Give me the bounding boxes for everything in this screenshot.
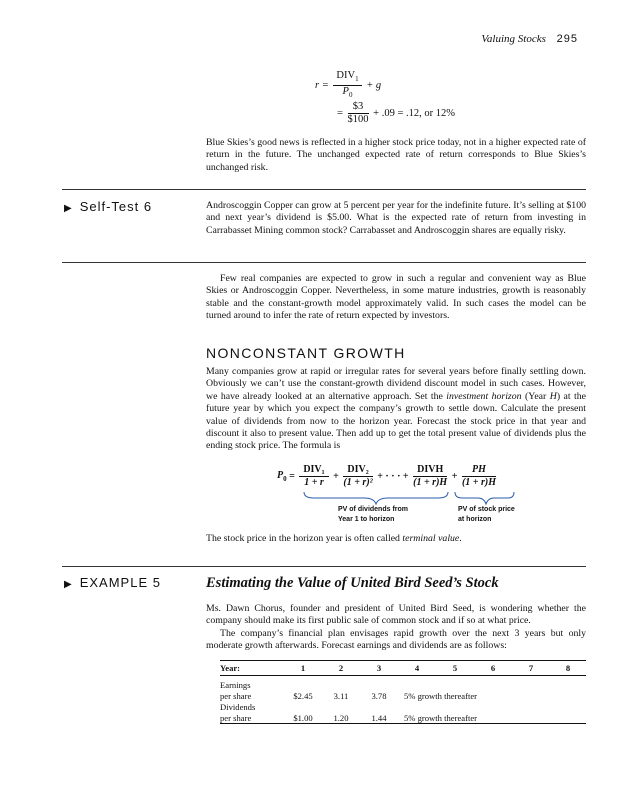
- paragraph-nonconstant: [206, 366, 586, 453]
- triangle-marker-icon: ▶: [64, 203, 73, 214]
- eq-sign: =: [337, 107, 343, 119]
- nc-text-3: ) at the future year by which you expect the company’s growth to settle down. Calculate the present value of dividends from now to the horizon year. Forecast the stock price in that year and discount it also to present value. Then add up to get the total present value of dividends plus the ending stock price. The formula is: [206, 390, 586, 452]
- f2-dots: + · · · +: [377, 471, 409, 482]
- col-header: 8: [550, 661, 586, 676]
- f2-term-1: [299, 464, 328, 489]
- section-title: Valuing Stocks: [481, 33, 546, 45]
- col-header: 6: [474, 661, 512, 676]
- label-pv-dividends-l2: Year 1 to horizon: [338, 516, 395, 523]
- table-header-row: [220, 661, 586, 676]
- row-label: per share: [220, 712, 284, 724]
- table-cell: 1.44: [360, 712, 398, 724]
- f2-t1-num: DIV₁: [299, 464, 328, 477]
- eq-num2: $3: [348, 101, 369, 114]
- example-paragraph-1: Ms. Dawn Chorus, founder and president of United Bird Seed, is wondering whether the company should make its first public sale of common stock and if so at what price.: [206, 603, 586, 627]
- row-label: Dividends: [220, 701, 256, 712]
- col-header: 2: [322, 661, 360, 676]
- f2-plus: +: [451, 471, 458, 482]
- self-test-text: Androscoggin Copper can grow at 5 percent per year for the indefinite future. It’s selling at $100 and next year’s dividend is $5.00. What is the expected rate of return from investing in Carrabasset Mining common stock? Carrabasset and Androscoggin shares are equally risky.: [206, 200, 586, 236]
- formula-nonconstant: $P_0$ = $\frac{\text{DIV₁}}{1 + r}$ + $\frac{\text{DIV₂}}{\text{(1 + r)²}}$ + · · · + $\frac{\text{DIVH}}{(1 + r)H}$ + $\frac{PH}{(1 + r)H}$: [277, 464, 496, 488]
- f2-t3-num: DIVH: [413, 464, 447, 477]
- term-terminal-value: terminal value: [402, 533, 460, 544]
- eq-plus-g: + g: [366, 80, 382, 91]
- example-label-wrap: [64, 575, 161, 590]
- table-row: [220, 676, 586, 691]
- label-pv-dividends: [338, 505, 408, 525]
- f2-lhs-sub: 0: [283, 475, 287, 483]
- table-cell: 5% growth thereafter: [398, 712, 586, 724]
- col-header: Year:: [220, 661, 284, 676]
- brace-stock-price: [455, 492, 514, 504]
- nc-text-2: (Year: [521, 390, 550, 402]
- divider-bottom: [62, 262, 586, 263]
- table-cell: $2.45: [293, 690, 313, 701]
- f2-t4-den: (1 + r)H: [461, 477, 496, 488]
- equation-expected-return: [315, 70, 381, 101]
- running-header: [481, 33, 578, 45]
- example-paragraph-2: The company’s financial plan envisages rapid growth over the next 3 years but only moderate growth afterwards. Forecast earnings and dividends are as follows:: [206, 628, 586, 652]
- paragraph-terminal-value: [206, 533, 586, 545]
- term-investment-horizon: investment horizon: [446, 390, 522, 402]
- divider-example: [62, 566, 586, 567]
- formula-braces: [280, 490, 520, 506]
- f2-equals: =: [289, 471, 295, 482]
- col-header: 5: [436, 661, 474, 676]
- table-cell: 3.78: [371, 690, 387, 701]
- row-label: Earnings: [220, 679, 251, 690]
- eq-den: P: [342, 86, 349, 98]
- equation-numeric: [337, 101, 455, 126]
- f2-t2-num: DIV₂: [343, 464, 372, 477]
- self-test-label: Self-Test 6: [79, 199, 153, 214]
- eq-num-sub: 1: [355, 75, 359, 84]
- nc-text-1: Many companies grow at rapid or irregular rates for several years before finally settling down. Obviously we can’t use the constant-growth dividend discount model in such cases. However, we have already looked at an alternative approach. Set the: [206, 366, 586, 402]
- f2-term-4: [462, 464, 496, 489]
- table-row: [220, 712, 586, 724]
- col-header: 7: [512, 661, 550, 676]
- example-label: EXAMPLE 5: [79, 575, 161, 590]
- eq-den2: $100: [347, 114, 369, 125]
- table-cell: $1.00: [284, 712, 322, 724]
- paragraph-blue-skies: Blue Skies’s good news is reflected in a higher stock price today, not in a higher expected rate of return in the future. The unchanged expected rate of return corresponds to Blue Skies’s unchanged risk.: [206, 137, 586, 173]
- f2-term-2: [343, 464, 372, 489]
- f2-t2-den: (1 + r)²: [343, 477, 373, 488]
- page-number: 295: [556, 33, 578, 45]
- eq-num: DIV: [336, 70, 356, 81]
- label-pv-dividends-l1: PV of dividends from: [338, 506, 409, 513]
- eq-fraction-div-p: [333, 70, 361, 101]
- f2-term-3: [413, 464, 447, 489]
- terminal-end: .: [459, 533, 462, 544]
- table-row: [220, 690, 586, 701]
- col-header: 3: [360, 661, 398, 676]
- brace-dividends: [304, 492, 448, 504]
- divider-top: [62, 189, 586, 190]
- paragraph-few-companies: Few real companies are expected to grow in such a regular and convenient way as Blue Skies or Androscoggin Copper. Nevertheless, in some mature industries, growth is reasonably stable and the constant-growth model approximately valid. In such cases the model can be turned around to infer the rate of return expected by investors.: [206, 273, 586, 322]
- eq-lhs: r =: [315, 80, 329, 91]
- section-heading-nonconstant-growth: NONCONSTANT GROWTH: [206, 345, 406, 361]
- triangle-marker-icon: ▶: [64, 579, 73, 590]
- col-header: 4: [398, 661, 436, 676]
- f2-t4-num: PH: [462, 464, 496, 477]
- f2-lhs: P: [277, 470, 284, 481]
- f2-t1-den: 1 + r: [304, 477, 324, 488]
- col-header: 1: [284, 661, 322, 676]
- label-pv-stock-l1: PV of stock price: [458, 506, 515, 513]
- table-row: [220, 701, 586, 712]
- table-cell: 3.11: [333, 690, 349, 701]
- f2-t3-den: (1 + r)H: [413, 477, 448, 488]
- label-pv-stock: [458, 505, 515, 525]
- self-test-label-wrap: [64, 199, 152, 214]
- nc-h: H: [549, 390, 557, 402]
- table-cell: 5% growth thereafter: [404, 690, 478, 701]
- eq-den-sub: 0: [348, 91, 353, 100]
- example-title: Estimating the Value of United Bird Seed’s Stock: [206, 575, 499, 591]
- row-label: per share: [220, 690, 252, 701]
- eq-fraction-numeric: [348, 101, 369, 126]
- label-pv-stock-l2: at horizon: [458, 516, 492, 523]
- forecast-table: [220, 660, 586, 724]
- table-cell: 1.20: [322, 712, 360, 724]
- eq-result: + .09 = .12, or 12%: [373, 107, 456, 119]
- terminal-text: The stock price in the horizon year is often called: [206, 533, 403, 544]
